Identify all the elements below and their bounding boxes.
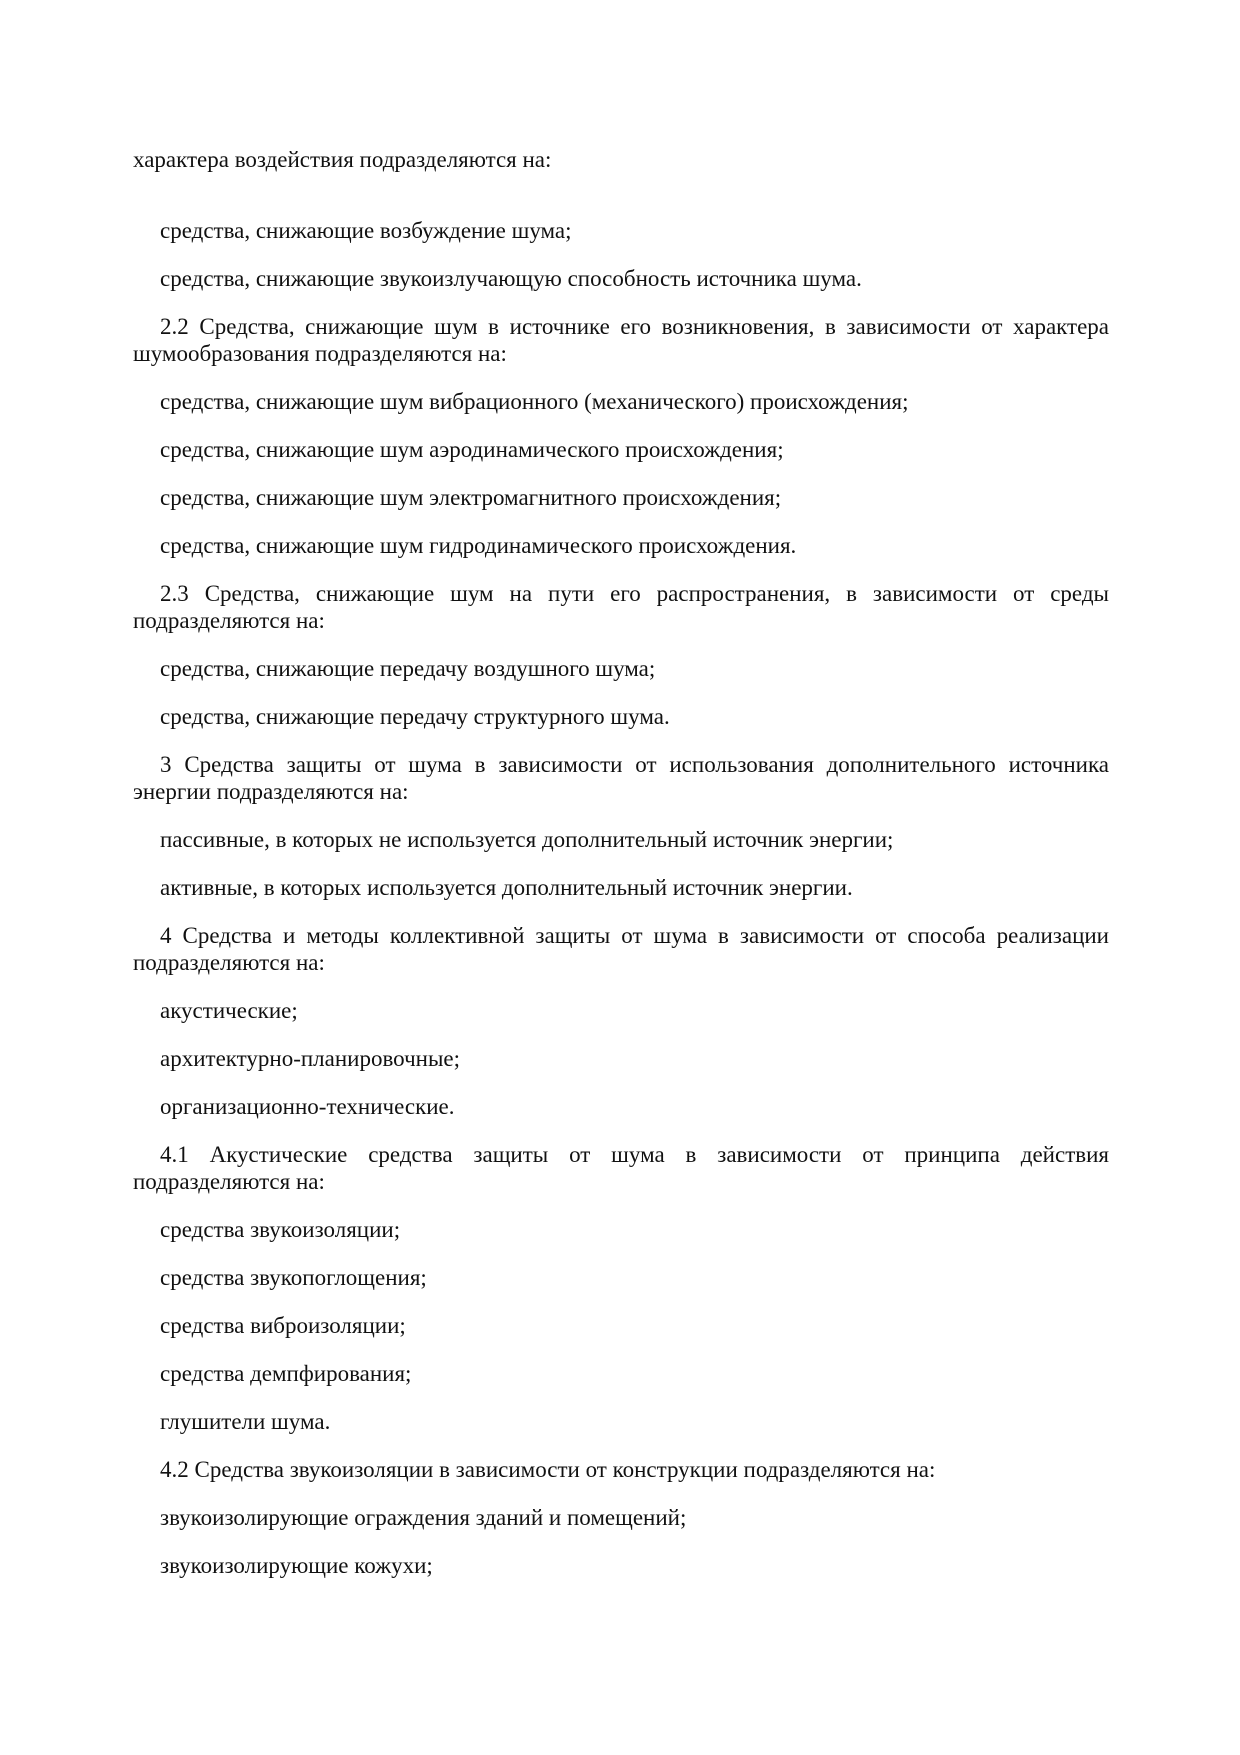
list-item: средства демпфирования; — [160, 1361, 412, 1386]
list-item: средства, снижающие передачу структурного шума. — [160, 704, 670, 729]
list-item: архитектурно-планировочные; — [160, 1046, 461, 1071]
list-item: глушители шума. — [160, 1409, 331, 1434]
list-item: средства, снижающие шум вибрационного (механического) происхождения; — [160, 389, 909, 414]
list-item: средства, снижающие возбуждение шума; — [160, 218, 572, 243]
list-item: средства, снижающие шум аэродинамического происхождения; — [160, 437, 784, 462]
list-item: акустические; — [160, 998, 298, 1023]
section-2-3-paragraph: 2.3 Средства, снижающие шум на пути его распространения, в зависимости от среды подразделяются на: — [133, 581, 1109, 633]
paragraph-continuation: характера воздействия подразделяются на: — [133, 147, 552, 172]
section-4-1-paragraph: 4.1 Акустические средства защиты от шума в зависимости от принципа действия подразделяются на: — [133, 1142, 1109, 1194]
list-item: организационно-технические. — [160, 1094, 455, 1119]
list-item: средства, снижающие шум гидродинамического происхождения. — [160, 533, 797, 558]
section-3-paragraph: 3 Средства защиты от шума в зависимости от использования дополнительного источника энергии подразделяются на: — [133, 752, 1109, 804]
list-item: средства звукоизоляции; — [160, 1217, 401, 1242]
list-item: активные, в которых используется дополнительный источник энергии. — [160, 875, 853, 900]
list-item: средства, снижающие звукоизлучающую способность источника шума. — [160, 266, 862, 291]
section-4-paragraph: 4 Средства и методы коллективной защиты от шума в зависимости от способа реализации подразделяются на: — [133, 923, 1109, 975]
list-item: средства виброизоляции; — [160, 1313, 406, 1338]
list-item: средства звукопоглощения; — [160, 1265, 427, 1290]
section-4-2-paragraph: 4.2 Средства звукоизоляции в зависимости от конструкции подразделяются на: — [160, 1457, 936, 1482]
list-item: средства, снижающие шум электромагнитного происхождения; — [160, 485, 782, 510]
list-item: звукоизолирующие кожухи; — [160, 1553, 433, 1578]
document-page — [133, 146, 1109, 1579]
section-2-2-paragraph: 2.2 Средства, снижающие шум в источнике его возникновения, в зависимости от характера шумообразования подразделяются на: — [133, 314, 1109, 366]
list-item: звукоизолирующие ограждения зданий и помещений; — [160, 1505, 687, 1530]
list-item: пассивные, в которых не используется дополнительный источник энергии; — [160, 827, 894, 852]
list-item: средства, снижающие передачу воздушного шума; — [160, 656, 656, 681]
